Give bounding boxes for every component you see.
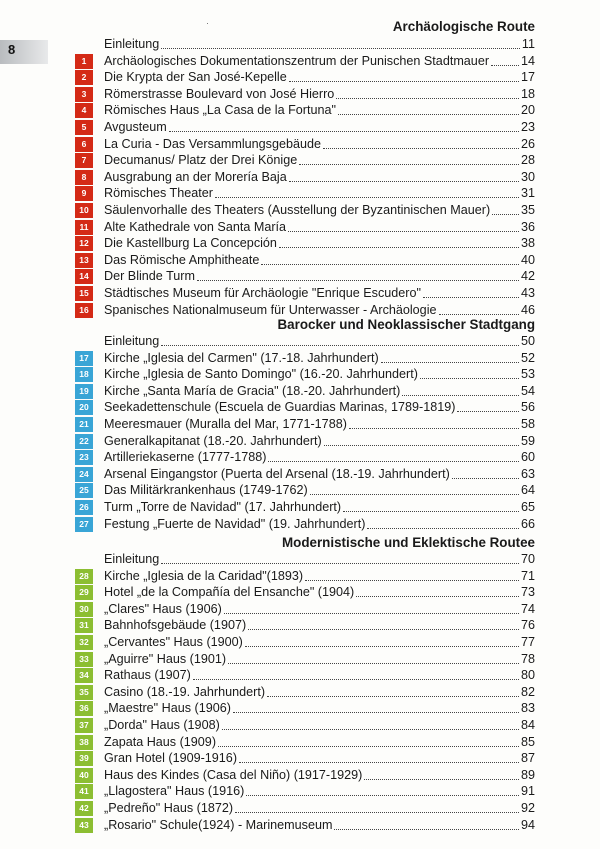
entry-page-number: 60 xyxy=(520,450,535,465)
entry-title: Rathaus (1907) xyxy=(104,668,191,683)
entry-page-number: 80 xyxy=(520,668,535,683)
page-number: 8 xyxy=(8,42,16,57)
dot-leader xyxy=(364,779,519,780)
dot-leader xyxy=(222,729,519,730)
toc-entry xyxy=(75,234,535,251)
toc-entry-introduction xyxy=(75,332,535,349)
entry-number-badge: 42 xyxy=(75,801,93,816)
entry-title: Einleitung xyxy=(104,334,160,348)
toc-entry xyxy=(75,284,535,301)
entry-page-number: 94 xyxy=(520,817,535,832)
dot-leader xyxy=(491,65,519,66)
dot-leader xyxy=(248,629,519,630)
entry-title: Generalkapitanat (18.-20. Jahrhundert) xyxy=(104,433,322,448)
entry-title: „Cervantes" Haus (1900) xyxy=(104,635,243,649)
toc-entry xyxy=(75,349,535,366)
entry-page-number: 70 xyxy=(520,552,535,566)
dot-leader xyxy=(279,247,519,248)
dot-leader xyxy=(343,511,519,512)
dot-leader xyxy=(349,428,519,429)
scan-mark: · xyxy=(206,18,209,28)
toc-entry xyxy=(75,515,535,532)
entry-title: Einleitung xyxy=(104,552,160,566)
toc-entry xyxy=(75,666,535,683)
toc-entry xyxy=(75,683,535,700)
toc-entry xyxy=(75,201,535,218)
dot-leader xyxy=(289,81,519,82)
dot-leader xyxy=(356,596,519,597)
entry-page-number: 91 xyxy=(520,784,535,799)
entry-title: Hotel „de la Compañía del Ensanche" (1904) xyxy=(104,585,355,600)
dot-leader xyxy=(310,494,519,495)
toc-entry xyxy=(75,650,535,667)
dot-leader xyxy=(334,829,519,830)
toc-entry xyxy=(75,218,535,235)
dot-leader xyxy=(161,563,519,564)
entry-number-badge: 31 xyxy=(75,618,93,633)
dot-leader xyxy=(169,131,519,132)
dot-leader xyxy=(228,663,519,664)
entry-page-number: 11 xyxy=(521,37,535,51)
toc-entry xyxy=(75,382,535,399)
entry-title: „Dorda" Haus (1908) xyxy=(104,718,220,732)
dot-leader xyxy=(288,231,519,232)
entry-number-badge: 28 xyxy=(75,569,93,584)
entry-page-number: 89 xyxy=(520,767,535,782)
toc-entry xyxy=(75,101,535,118)
entry-page-number: 30 xyxy=(520,169,535,184)
entry-title: Casino (18.-19. Jahrhundert) xyxy=(104,684,266,699)
entry-page-number: 31 xyxy=(520,186,535,201)
entry-number-badge: 43 xyxy=(75,818,93,833)
entry-page-number: 35 xyxy=(520,203,535,217)
entry-page-number: 59 xyxy=(520,433,535,448)
entry-number-badge: 29 xyxy=(75,585,93,600)
dot-leader xyxy=(246,795,519,796)
dot-leader xyxy=(305,580,519,581)
dot-leader xyxy=(299,164,519,165)
dot-leader xyxy=(239,762,519,763)
entry-number-badge: 21 xyxy=(75,417,93,432)
entry-page-number: 54 xyxy=(520,383,535,398)
dot-leader xyxy=(161,345,519,346)
entry-title: „Aguirre" Haus (1901) xyxy=(104,651,227,666)
entry-title: Bahnhofsgebäude (1907) xyxy=(104,618,247,633)
entry-title: Alte Kathedrale von Santa María xyxy=(104,219,287,234)
dot-leader xyxy=(289,181,519,182)
entry-number-badge: 19 xyxy=(75,384,93,399)
dot-leader xyxy=(381,362,519,363)
toc-entry xyxy=(75,184,535,201)
toc-entry xyxy=(75,583,535,600)
entry-title: Kirche „Santa María de Gracia" (18.-20. Jahrhundert) xyxy=(104,383,401,398)
entry-page-number: 76 xyxy=(520,618,535,633)
toc-entry xyxy=(75,118,535,135)
entry-number-badge: 9 xyxy=(75,186,93,201)
entry-title: Artilleriekaserne (1777-1788) xyxy=(104,450,267,465)
toc-entry xyxy=(75,151,535,168)
entry-title: Ausgrabung an der Morería Baja xyxy=(104,169,287,184)
toc-entry xyxy=(75,600,535,617)
entry-page-number: 66 xyxy=(520,516,535,531)
dot-leader xyxy=(193,679,519,680)
dot-leader xyxy=(452,478,519,479)
entry-number-badge: 18 xyxy=(75,367,93,382)
entry-number-badge: 24 xyxy=(75,467,93,482)
entry-title: Die Krypta der San José-Kepelle xyxy=(104,70,287,85)
entry-title: Einleitung xyxy=(104,37,160,51)
toc-entry xyxy=(75,716,535,733)
toc-entry xyxy=(75,633,535,650)
toc-entry xyxy=(75,68,535,85)
entry-number-badge: 25 xyxy=(75,483,93,498)
entry-page-number: 23 xyxy=(520,120,535,134)
dot-leader xyxy=(261,264,519,265)
dot-leader xyxy=(457,411,519,412)
toc-entry xyxy=(75,301,535,318)
entry-number-badge: 2 xyxy=(75,70,93,85)
entry-page-number: 42 xyxy=(520,269,535,284)
toc-entry xyxy=(75,168,535,185)
toc-entry xyxy=(75,251,535,268)
dot-leader xyxy=(233,712,519,713)
toc-entry xyxy=(75,616,535,633)
entry-title: Gran Hotel (1909-1916) xyxy=(104,751,238,766)
entry-page-number: 71 xyxy=(520,568,535,583)
entry-title: Säulenvorhalle des Theaters (Ausstellung der Byzantinischen Mauer) xyxy=(104,203,491,217)
dot-leader xyxy=(224,613,519,614)
entry-title: Arsenal Eingangstor (Puerta del Arsenal (18.-19. Jahrhundert) xyxy=(104,466,450,481)
entry-title: Festung „Fuerte de Navidad" (19. Jahrhundert) xyxy=(104,516,366,531)
toc-entry xyxy=(75,799,535,816)
dot-leader xyxy=(218,746,519,747)
entry-page-number: 84 xyxy=(520,718,535,732)
dot-leader xyxy=(492,214,519,215)
entry-page-number: 64 xyxy=(520,483,535,498)
entry-page-number: 58 xyxy=(520,417,535,431)
dot-leader xyxy=(268,461,519,462)
entry-title: Römerstrasse Boulevard von José Hierro xyxy=(104,86,335,101)
entry-page-number: 73 xyxy=(520,585,535,600)
entry-title: Das Römische Amphitheate xyxy=(104,252,260,267)
toc-entry-introduction xyxy=(75,550,535,567)
entry-number-badge: 15 xyxy=(75,286,93,301)
entry-number-badge: 20 xyxy=(75,400,93,415)
entry-title: Kirche „Iglesia de Santo Domingo" (16.-20. Jahrhundert) xyxy=(104,367,418,382)
entry-page-number: 83 xyxy=(520,701,535,716)
entry-page-number: 53 xyxy=(520,367,535,382)
toc-entry xyxy=(75,782,535,799)
toc-entry xyxy=(75,567,535,584)
dot-leader xyxy=(439,314,519,315)
dot-leader xyxy=(245,646,519,647)
entry-number-badge: 34 xyxy=(75,668,93,683)
entry-number-badge: 40 xyxy=(75,768,93,783)
toc-entry xyxy=(75,498,535,515)
entry-title: Avgusteum xyxy=(104,120,167,134)
entry-number-badge: 37 xyxy=(75,718,93,733)
entry-title: Haus des Kindes (Casa del Niño) (1917-1929) xyxy=(104,767,363,782)
entry-number-badge: 30 xyxy=(75,602,93,617)
entry-page-number: 50 xyxy=(520,334,535,348)
toc-entry xyxy=(75,816,535,833)
entry-page-number: 65 xyxy=(520,500,535,514)
entry-title: Der Blinde Turm xyxy=(104,269,195,284)
entry-title: „Llagostera" Haus (1916) xyxy=(104,784,245,799)
entry-number-badge: 38 xyxy=(75,735,93,750)
dot-leader xyxy=(323,148,519,149)
entry-number-badge: 10 xyxy=(75,203,93,218)
dot-leader xyxy=(267,696,519,697)
dot-leader xyxy=(235,812,519,813)
entry-number-badge: 7 xyxy=(75,153,93,168)
entry-number-badge: 36 xyxy=(75,701,93,716)
entry-number-badge: 33 xyxy=(75,652,93,667)
dot-leader xyxy=(336,98,519,99)
entry-number-badge: 39 xyxy=(75,751,93,766)
entry-number-badge: 3 xyxy=(75,87,93,102)
entry-page-number: 36 xyxy=(520,219,535,234)
dot-leader xyxy=(324,445,519,446)
entry-page-number: 77 xyxy=(520,635,535,649)
toc-entry xyxy=(75,465,535,482)
dot-leader xyxy=(367,528,519,529)
entry-title: Städtisches Museum für Archäologie "Enrique Escudero" xyxy=(104,286,421,300)
entry-number-badge: 41 xyxy=(75,784,93,799)
entry-number-badge: 13 xyxy=(75,253,93,268)
toc-entry xyxy=(75,365,535,382)
entry-page-number: 18 xyxy=(520,86,535,101)
dot-leader xyxy=(423,297,519,298)
entry-number-badge: 6 xyxy=(75,137,93,152)
entry-page-number: 87 xyxy=(520,751,535,766)
entry-page-number: 52 xyxy=(520,350,535,365)
toc-entry xyxy=(75,267,535,284)
toc-entry xyxy=(75,415,535,432)
entry-page-number: 40 xyxy=(520,252,535,267)
entry-title: „Clares" Haus (1906) xyxy=(104,601,222,616)
entry-page-number: 46 xyxy=(520,302,535,317)
entry-page-number: 14 xyxy=(520,53,535,68)
entry-number-badge: 23 xyxy=(75,450,93,465)
entry-title: Kirche „Iglesia del Carmen" (17.-18. Jahrhundert) xyxy=(104,350,379,365)
entry-page-number: 26 xyxy=(520,136,535,151)
toc-entry xyxy=(75,481,535,498)
toc-entry xyxy=(75,85,535,102)
entry-page-number: 85 xyxy=(520,734,535,749)
entry-title: „Pedreño" Haus (1872) xyxy=(104,801,234,815)
entry-page-number: 63 xyxy=(520,466,535,481)
toc-entry xyxy=(75,749,535,766)
entry-number-badge: 16 xyxy=(75,303,93,318)
entry-number-badge: 26 xyxy=(75,500,93,515)
dot-leader xyxy=(197,280,519,281)
entry-page-number: 56 xyxy=(520,400,535,415)
entry-title: Decumanus/ Platz der Drei Könige xyxy=(104,153,298,168)
entry-title: Kirche „Iglesia de la Caridad"(1893) xyxy=(104,568,304,583)
entry-number-badge: 27 xyxy=(75,517,93,532)
entry-title: Seekadettenschule (Escuela de Guardias Marinas, 1789-1819) xyxy=(104,400,456,415)
toc-entry-introduction xyxy=(75,35,535,52)
entry-number-badge: 5 xyxy=(75,120,93,135)
entry-number-badge: 12 xyxy=(75,236,93,251)
entry-page-number: 17 xyxy=(520,70,535,85)
entry-page-number: 28 xyxy=(520,153,535,168)
toc-entry xyxy=(75,398,535,415)
dot-leader xyxy=(420,378,519,379)
entry-title: Römisches Theater xyxy=(104,186,213,201)
entry-number-badge: 4 xyxy=(75,103,93,118)
entry-title: Das Militärkrankenhaus (1749-1762) xyxy=(104,483,308,498)
entry-title: La Curia - Das Versammlungsgebäude xyxy=(104,136,322,151)
entry-page-number: 74 xyxy=(520,601,535,616)
toc-entry xyxy=(75,135,535,152)
section-title: Barocker und Neoklassischer Stadtgang xyxy=(277,317,535,332)
entry-number-badge: 22 xyxy=(75,434,93,449)
entry-title: Die Kastellburg La Concepción xyxy=(104,236,277,251)
entry-title: Turm „Torre de Navidad" (17. Jahrhundert) xyxy=(104,500,342,514)
toc-entry xyxy=(75,52,535,69)
entry-title: „Rosario" Schule(1924) - Marinemuseum xyxy=(104,817,333,832)
toc-entry xyxy=(75,733,535,750)
entry-number-badge: 17 xyxy=(75,351,93,366)
entry-page-number: 38 xyxy=(520,236,535,251)
entry-number-badge: 35 xyxy=(75,685,93,700)
entry-page-number: 78 xyxy=(520,651,535,666)
entry-number-badge: 14 xyxy=(75,269,93,284)
toc-entry xyxy=(75,432,535,449)
entry-title: Spanisches Nationalmuseum für Unterwasser - Archäologie xyxy=(104,302,437,317)
entry-page-number: 82 xyxy=(520,684,535,699)
section-title: Archäologische Route xyxy=(392,19,535,34)
entry-number-badge: 32 xyxy=(75,635,93,650)
entry-title: Archäologisches Dokumentationszentrum der Punischen Stadtmauer xyxy=(104,53,490,68)
entry-number-badge: 11 xyxy=(75,220,93,235)
entry-page-number: 43 xyxy=(520,286,535,300)
entry-title: Zapata Haus (1909) xyxy=(104,734,217,749)
entry-title: Meeresmauer (Muralla del Mar, 1771-1788) xyxy=(104,417,347,431)
section-title: Modernistische und Eklektische Routee xyxy=(282,535,535,550)
entry-title: Römisches Haus „La Casa de la Fortuna" xyxy=(104,103,336,118)
dot-leader xyxy=(161,48,520,49)
dot-leader xyxy=(402,395,519,396)
toc-entry xyxy=(75,448,535,465)
entry-page-number: 20 xyxy=(520,103,535,118)
dot-leader xyxy=(338,114,519,115)
entry-number-badge: 8 xyxy=(75,170,93,185)
entry-page-number: 92 xyxy=(520,801,535,815)
entry-title: „Maestre" Haus (1906) xyxy=(104,701,231,716)
toc-entry xyxy=(75,699,535,716)
dot-leader xyxy=(215,197,519,198)
toc-entry xyxy=(75,766,535,783)
entry-number-badge: 1 xyxy=(75,54,93,69)
